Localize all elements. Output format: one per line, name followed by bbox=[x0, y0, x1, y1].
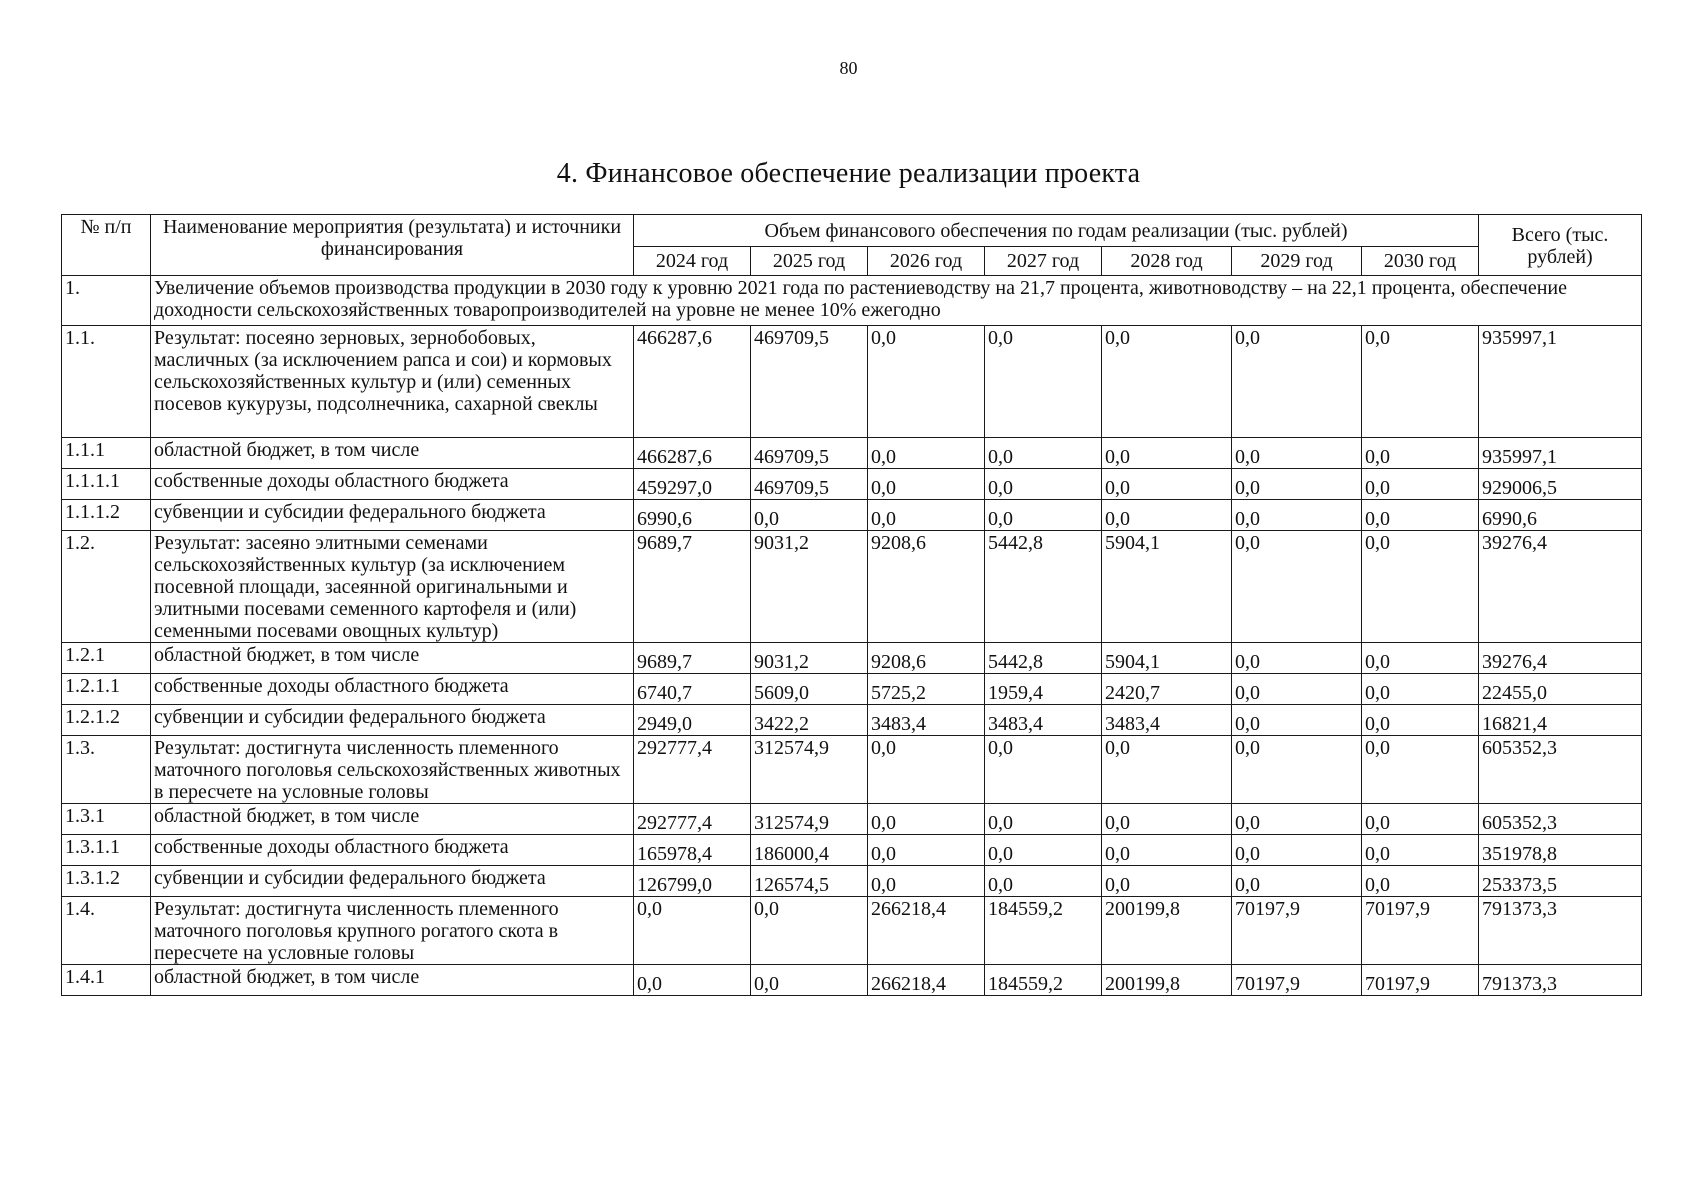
row-value: 0,0 bbox=[1102, 326, 1232, 438]
row-value: 165978,4 bbox=[634, 835, 751, 866]
row-value: 0,0 bbox=[1232, 643, 1362, 674]
table-row bbox=[62, 835, 1642, 866]
row-number: 1.3.1 bbox=[62, 804, 151, 835]
header-total: Всего (тыс. рублей) bbox=[1479, 215, 1642, 276]
row-number: 1.2.1 bbox=[62, 643, 151, 674]
row-value: 0,0 bbox=[1362, 643, 1479, 674]
row-value: 466287,6 bbox=[634, 326, 751, 438]
row-number: 1.1.1 bbox=[62, 438, 151, 469]
row-value: 70197,9 bbox=[1232, 965, 1362, 996]
row-value: 0,0 bbox=[1232, 469, 1362, 500]
header-year: 2027 год bbox=[985, 247, 1102, 276]
table-row bbox=[62, 469, 1642, 500]
row-total: 253373,5 bbox=[1479, 866, 1642, 897]
row-name: собственные доходы областного бюджета bbox=[151, 469, 634, 500]
table-row bbox=[62, 866, 1642, 897]
row-value: 5609,0 bbox=[751, 674, 868, 705]
header-year: 2024 год bbox=[634, 247, 751, 276]
row-value: 0,0 bbox=[634, 897, 751, 965]
row-value: 5904,1 bbox=[1102, 643, 1232, 674]
row-value: 0,0 bbox=[868, 866, 985, 897]
row-value: 70197,9 bbox=[1362, 965, 1479, 996]
row-total: 39276,4 bbox=[1479, 531, 1642, 643]
row-value: 0,0 bbox=[1102, 500, 1232, 531]
row-value: 9689,7 bbox=[634, 531, 751, 643]
table-row bbox=[62, 804, 1642, 835]
row-value: 0,0 bbox=[985, 438, 1102, 469]
row-value: 3483,4 bbox=[985, 705, 1102, 736]
row-value: 0,0 bbox=[1232, 835, 1362, 866]
row-value: 292777,4 bbox=[634, 804, 751, 835]
row-value: 0,0 bbox=[1362, 866, 1479, 897]
row-value: 0,0 bbox=[1232, 736, 1362, 804]
row-value: 0,0 bbox=[751, 965, 868, 996]
row-value: 0,0 bbox=[868, 469, 985, 500]
row-value: 0,0 bbox=[1362, 804, 1479, 835]
row-value: 459297,0 bbox=[634, 469, 751, 500]
row-value: 3422,2 bbox=[751, 705, 868, 736]
table-row bbox=[62, 531, 1642, 643]
row-value: 0,0 bbox=[985, 835, 1102, 866]
row-value: 0,0 bbox=[868, 804, 985, 835]
row-value: 312574,9 bbox=[751, 736, 868, 804]
row-value: 6990,6 bbox=[634, 500, 751, 531]
row-value: 469709,5 bbox=[751, 326, 868, 438]
table-header bbox=[62, 215, 1642, 276]
table-row bbox=[62, 674, 1642, 705]
row-value: 9031,2 bbox=[751, 531, 868, 643]
section-title: 4. Финансовое обеспечение реализации проекта bbox=[556, 158, 1141, 189]
row-value: 0,0 bbox=[1232, 438, 1362, 469]
row-value: 469709,5 bbox=[751, 469, 868, 500]
row-value: 5442,8 bbox=[985, 643, 1102, 674]
row-total: 351978,8 bbox=[1479, 835, 1642, 866]
header-year: 2025 год bbox=[751, 247, 868, 276]
row-value: 6740,7 bbox=[634, 674, 751, 705]
row-total: 16821,4 bbox=[1479, 705, 1642, 736]
row-value: 0,0 bbox=[868, 326, 985, 438]
row-name: Результат: посеяно зерновых, зернобобовых, масличных (за исключением рапса и сои) и кормовых сельскохозяйственных культур и (или) семенных посевов кукурузы, подсолнечника, сахарной свеклы bbox=[151, 326, 634, 438]
row-number: 1.1.1.1 bbox=[62, 469, 151, 500]
row-total: 929006,5 bbox=[1479, 469, 1642, 500]
row-number: 1.4.1 bbox=[62, 965, 151, 996]
row-value: 266218,4 bbox=[868, 897, 985, 965]
row-value: 9208,6 bbox=[868, 531, 985, 643]
row-value: 0,0 bbox=[1362, 326, 1479, 438]
row-value: 469709,5 bbox=[751, 438, 868, 469]
row-value: 0,0 bbox=[1362, 469, 1479, 500]
row-value: 200199,8 bbox=[1102, 965, 1232, 996]
row-number: 1.3.1.2 bbox=[62, 866, 151, 897]
row-value: 0,0 bbox=[1362, 674, 1479, 705]
financing-table bbox=[61, 214, 1642, 996]
row-number: 1.2.1.1 bbox=[62, 674, 151, 705]
table-row bbox=[62, 500, 1642, 531]
header-year: 2029 год bbox=[1232, 247, 1362, 276]
row-value: 466287,6 bbox=[634, 438, 751, 469]
row-total: 6990,6 bbox=[1479, 500, 1642, 531]
row-number: 1.4. bbox=[62, 897, 151, 965]
row-value: 0,0 bbox=[1102, 438, 1232, 469]
row-value: 292777,4 bbox=[634, 736, 751, 804]
row-value: 9031,2 bbox=[751, 643, 868, 674]
row-value: 186000,4 bbox=[751, 835, 868, 866]
row-value: 70197,9 bbox=[1362, 897, 1479, 965]
row-value: 266218,4 bbox=[868, 965, 985, 996]
row-value: 0,0 bbox=[985, 500, 1102, 531]
header-number: № п/п bbox=[62, 215, 151, 276]
row-value: 0,0 bbox=[634, 965, 751, 996]
row-name: областной бюджет, в том числе bbox=[151, 643, 634, 674]
row-name: Результат: засеяно элитными семенами сельскохозяйственных культур (за исключением посевной площади, засеянной оригинальными и элитными посевами семенного картофеля и (или) семенными посевами овощных культур) bbox=[151, 531, 634, 643]
row-value: 0,0 bbox=[1102, 469, 1232, 500]
row-value: 126799,0 bbox=[634, 866, 751, 897]
row-value: 70197,9 bbox=[1232, 897, 1362, 965]
table-section-row bbox=[62, 276, 1642, 326]
row-name: субвенции и субсидии федерального бюджета bbox=[151, 500, 634, 531]
row-value: 0,0 bbox=[1232, 804, 1362, 835]
row-value: 184559,2 bbox=[985, 965, 1102, 996]
row-value: 0,0 bbox=[985, 736, 1102, 804]
row-value: 200199,8 bbox=[1102, 897, 1232, 965]
row-total: 605352,3 bbox=[1479, 804, 1642, 835]
row-name: субвенции и субсидии федерального бюджета bbox=[151, 866, 634, 897]
row-value: 0,0 bbox=[751, 897, 868, 965]
row-value: 0,0 bbox=[868, 500, 985, 531]
row-total: 791373,3 bbox=[1479, 897, 1642, 965]
row-value: 3483,4 bbox=[1102, 705, 1232, 736]
row-name: субвенции и субсидии федерального бюджета bbox=[151, 705, 634, 736]
row-value: 2420,7 bbox=[1102, 674, 1232, 705]
section-description: Увеличение объемов производства продукции в 2030 году к уровню 2021 года по растениеводству на 21,7 процента, животноводству – на 22,1 процента, обеспечение доходности сельскохозяйственных товаропроизводителей на уровне не менее 10% ежегодно bbox=[151, 276, 1642, 326]
row-number: 1.1. bbox=[62, 326, 151, 438]
row-value: 9208,6 bbox=[868, 643, 985, 674]
row-number: 1.3. bbox=[62, 736, 151, 804]
row-value: 0,0 bbox=[985, 326, 1102, 438]
row-value: 5442,8 bbox=[985, 531, 1102, 643]
row-total: 935997,1 bbox=[1479, 326, 1642, 438]
table-row bbox=[62, 643, 1642, 674]
table-row bbox=[62, 965, 1642, 996]
header-name: Наименование мероприятия (результата) и источники финансирования bbox=[151, 215, 634, 276]
row-number: 1.1.1.2 bbox=[62, 500, 151, 531]
row-value: 0,0 bbox=[1232, 674, 1362, 705]
section-number: 1. bbox=[62, 276, 151, 326]
row-name: областной бюджет, в том числе bbox=[151, 438, 634, 469]
row-value: 0,0 bbox=[1232, 326, 1362, 438]
row-value: 184559,2 bbox=[985, 897, 1102, 965]
table-body bbox=[62, 276, 1642, 996]
row-total: 791373,3 bbox=[1479, 965, 1642, 996]
table-row bbox=[62, 705, 1642, 736]
row-value: 126574,5 bbox=[751, 866, 868, 897]
row-name: Результат: достигнута численность племенного маточного поголовья крупного рогатого скота в пересчете на условные головы bbox=[151, 897, 634, 965]
header-year: 2030 год bbox=[1362, 247, 1479, 276]
row-total: 605352,3 bbox=[1479, 736, 1642, 804]
header-year-group: Объем финансового обеспечения по годам реализации (тыс. рублей) bbox=[634, 215, 1479, 247]
row-value: 0,0 bbox=[1362, 438, 1479, 469]
row-name: Результат: достигнута численность племенного маточного поголовья сельскохозяйственных животных в пересчете на условные головы bbox=[151, 736, 634, 804]
row-value: 0,0 bbox=[1232, 500, 1362, 531]
row-value: 0,0 bbox=[868, 835, 985, 866]
row-value: 5725,2 bbox=[868, 674, 985, 705]
row-total: 935997,1 bbox=[1479, 438, 1642, 469]
row-value: 0,0 bbox=[1232, 866, 1362, 897]
row-value: 0,0 bbox=[985, 866, 1102, 897]
row-value: 0,0 bbox=[1362, 531, 1479, 643]
row-value: 0,0 bbox=[1362, 500, 1479, 531]
row-value: 0,0 bbox=[985, 804, 1102, 835]
row-value: 0,0 bbox=[1102, 866, 1232, 897]
row-number: 1.3.1.1 bbox=[62, 835, 151, 866]
row-value: 0,0 bbox=[868, 438, 985, 469]
table-row bbox=[62, 897, 1642, 965]
row-value: 0,0 bbox=[751, 500, 868, 531]
row-number: 1.2.1.2 bbox=[62, 705, 151, 736]
row-value: 0,0 bbox=[1102, 835, 1232, 866]
row-value: 0,0 bbox=[985, 469, 1102, 500]
row-value: 0,0 bbox=[1362, 705, 1479, 736]
table-row bbox=[62, 736, 1642, 804]
row-value: 9689,7 bbox=[634, 643, 751, 674]
row-value: 3483,4 bbox=[868, 705, 985, 736]
row-name: областной бюджет, в том числе bbox=[151, 965, 634, 996]
row-total: 39276,4 bbox=[1479, 643, 1642, 674]
row-name: собственные доходы областного бюджета bbox=[151, 835, 634, 866]
row-value: 0,0 bbox=[868, 736, 985, 804]
row-name: областной бюджет, в том числе bbox=[151, 804, 634, 835]
row-value: 2949,0 bbox=[634, 705, 751, 736]
table-row bbox=[62, 438, 1642, 469]
row-value: 0,0 bbox=[1102, 736, 1232, 804]
row-total: 22455,0 bbox=[1479, 674, 1642, 705]
row-value: 1959,4 bbox=[985, 674, 1102, 705]
header-year: 2028 год bbox=[1102, 247, 1232, 276]
row-name: собственные доходы областного бюджета bbox=[151, 674, 634, 705]
row-value: 0,0 bbox=[1102, 804, 1232, 835]
row-value: 312574,9 bbox=[751, 804, 868, 835]
row-number: 1.2. bbox=[62, 531, 151, 643]
page-number: 80 bbox=[839, 58, 858, 78]
row-value: 0,0 bbox=[1232, 531, 1362, 643]
header-year: 2026 год bbox=[868, 247, 985, 276]
row-value: 0,0 bbox=[1362, 835, 1479, 866]
row-value: 0,0 bbox=[1232, 705, 1362, 736]
table-row bbox=[62, 326, 1642, 438]
row-value: 5904,1 bbox=[1102, 531, 1232, 643]
row-value: 0,0 bbox=[1362, 736, 1479, 804]
